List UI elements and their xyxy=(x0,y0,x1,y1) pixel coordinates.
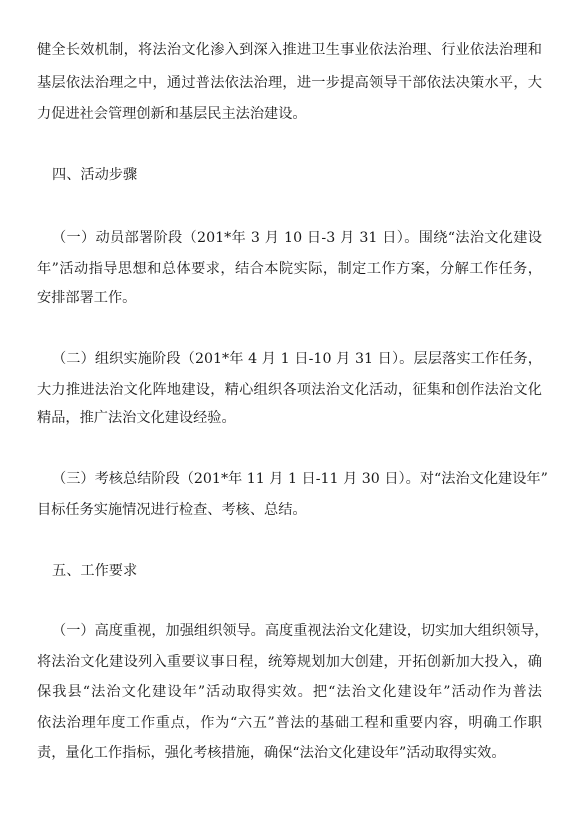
paragraph-line: 依法治理年度工作重点，作为“六五”普法的基础工程和重要内容，明确工作职 xyxy=(37,715,542,731)
paragraph-line: 保我县“法治文化建设年”活动取得实效。把“法治文化建设年”活动作为普法 xyxy=(37,684,542,700)
section-heading: 五、工作要求 xyxy=(52,563,138,579)
paragraph-line: 将法治文化建设列入重要议事日程，统筹规划加大创建，开拓创新加大投入，确 xyxy=(37,654,542,670)
section-heading: 四、活动步骤 xyxy=(52,167,138,183)
paragraph-line: 健全长效机制，将法治文化渗入到深入推进卫生事业依法治理、行业依法治理和 xyxy=(37,42,542,58)
paragraph-line: 年”活动指导思想和总体要求，结合本院实际，制定工作方案，分解工作任务， xyxy=(37,261,542,277)
paragraph-line: 大力推进法治文化阵地建设，精心组织各项法治文化活动，征集和创作法治文化 xyxy=(37,382,542,398)
paragraph-line: 基层依法治理之中，通过普法依法治理，进一步提高领导干部依法决策水平，大 xyxy=(37,75,542,91)
paragraph-line: （一）动员部署阶段（201*年 3 月 10 日-3 月 31 日）。围绕“法治文化建设 xyxy=(52,230,542,246)
paragraph-line: 力促进社会管理创新和基层民主法治建设。 xyxy=(37,106,307,122)
paragraph-line: （一）高度重视，加强组织领导。高度重视法治文化建设，切实加大组织领导， xyxy=(52,623,549,639)
paragraph-line: 目标任务实施情况进行检查、考核、总结。 xyxy=(37,502,307,518)
paragraph-line: （三）考核总结阶段（201*年 11 月 1 日-11 月 30 日）。对“法治文化建设年” xyxy=(52,471,548,487)
paragraph-line: （二）组织实施阶段（201*年 4 月 1 日-10 月 31 日）。层层落实工作任务， xyxy=(52,351,542,367)
paragraph-line: 安排部署工作。 xyxy=(37,290,137,306)
paragraph-line: 精品，推广法治文化建设经验。 xyxy=(37,410,236,426)
paragraph-line: 责，量化工作指标，强化考核措施，确保“法治文化建设年”活动取得实效。 xyxy=(37,745,506,761)
